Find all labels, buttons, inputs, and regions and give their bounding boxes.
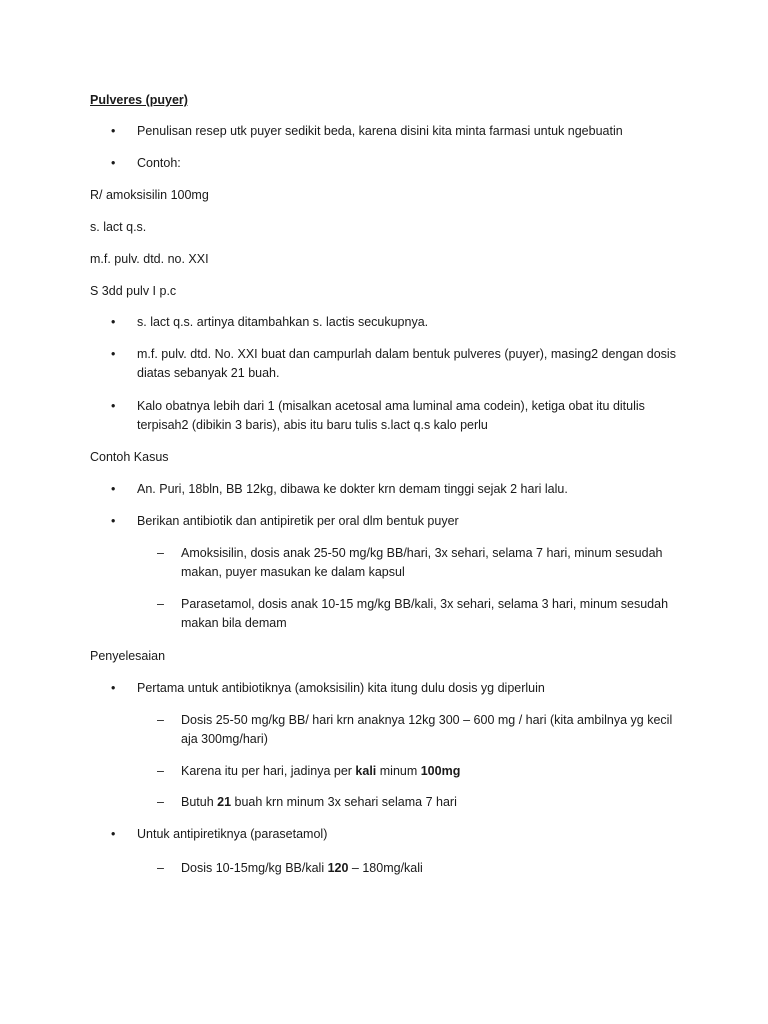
text-segment: s. lact q.s.: [137, 315, 197, 329]
bullet-marker: •: [111, 156, 116, 170]
bullet-text-6: An. Puri, 18bln, BB 12kg, dibawa ke dokter krn demam tinggi sejak 2 hari lalu.: [137, 482, 568, 496]
text-segment: artinya ditambahkan s. lactis secukupnya.: [196, 315, 429, 329]
bold-segment: 100mg: [420, 764, 461, 778]
rx-line-3: m.f. pulv. dtd. no. XXI: [90, 252, 209, 266]
dash-marker: –: [157, 764, 164, 778]
bold-segment: kali: [355, 764, 377, 778]
bullet-text-4: [137, 345, 697, 383]
bullet-text-7: Berikan antibiotik dan antipiretik per oral dlm bentuk puyer: [137, 514, 459, 528]
rx-line-1: R/ amoksisilin 100mg: [90, 188, 209, 202]
text-segment: – 180mg/kali: [348, 861, 423, 875]
bullet-text-2: Contoh:: [137, 156, 181, 170]
bold-segment: 21: [217, 795, 232, 809]
text-segment: buah krn minum 3x sehari selama 7 hari: [231, 795, 457, 809]
dash-text-2: Parasetamol, dosis anak 10-15 mg/kg BB/kali, 3x sehari, selama 3 hari, minum sesudah makan bila demam: [181, 597, 669, 630]
text-segment: m.f. pulv. dtd. No. XXI: [137, 347, 262, 361]
bullet-marker: •: [111, 399, 116, 413]
dash-marker: –: [157, 597, 164, 611]
text-segment: minum: [376, 764, 421, 778]
bold-segment: 120: [327, 861, 349, 875]
dash-text-6: [181, 859, 681, 878]
text-segment: Butuh: [181, 795, 218, 809]
bullet-marker: •: [111, 124, 116, 138]
bullet-marker: •: [111, 681, 116, 695]
dash-text-3: [181, 711, 681, 749]
bullet-text-3: [137, 313, 697, 332]
rx-line-2: s. lact q.s.: [90, 220, 147, 234]
section-heading-contoh-kasus: Contoh Kasus: [90, 450, 169, 464]
dash-marker: –: [157, 546, 164, 560]
bullet-text-8: Pertama untuk antibiotiknya (amoksisilin) kita itung dulu dosis yg diperluin: [137, 681, 545, 695]
dash-marker: –: [157, 795, 164, 809]
text-segment: Dosis 25-50 mg/kg BB/ hari: [181, 713, 337, 727]
bullet-text-5: Kalo obatnya lebih dari 1 (misalkan acetosal ama luminal ama codein), ketiga obat itu ditulis terpisah2 (dibikin 3 baris), abis itu baru tulis s.lact q.s kalo perlu: [137, 399, 645, 432]
bullet-text-1: Penulisan resep utk puyer sedikit beda, karena disini kita minta farmasi untuk ngebuatin: [137, 124, 623, 138]
dash-marker: –: [157, 713, 164, 727]
section-heading-penyelesaian: Penyelesaian: [90, 649, 166, 663]
bullet-marker: •: [111, 514, 116, 528]
rx-line-4: S 3dd pulv I p.c: [90, 284, 177, 298]
dash-text-5: [181, 793, 681, 812]
bullet-marker: •: [111, 315, 116, 329]
text-segment: 300 – 600 mg / hari (kita ambilnya yg kecil aja 300mg/hari): [181, 713, 673, 746]
text-segment: krn anaknya 12kg: [336, 713, 439, 727]
text-segment: Karena itu per hari, jadinya per: [181, 764, 356, 778]
bullet-marker: •: [111, 347, 116, 361]
doc-title: Pulveres (puyer): [90, 93, 188, 107]
text-segment: buat dan campurlah dalam bentuk pulveres (puyer), masing2 dengan dosis diatas sebanyak 21 buah.: [137, 347, 676, 380]
dash-text-1: Amoksisilin, dosis anak 25-50 mg/kg BB/hari, 3x sehari, selama 7 hari, minum sesudah makan, puyer masukan ke dalam kapsul: [181, 546, 663, 579]
bullet-marker: •: [111, 482, 116, 496]
bullet-marker: •: [111, 827, 116, 841]
dash-text-4: [181, 762, 681, 781]
text-segment: Dosis 10-15mg/kg BB/kali: [181, 861, 328, 875]
bullet-text-9: Untuk antipiretiknya (parasetamol): [137, 827, 328, 841]
dash-marker: –: [157, 861, 164, 875]
